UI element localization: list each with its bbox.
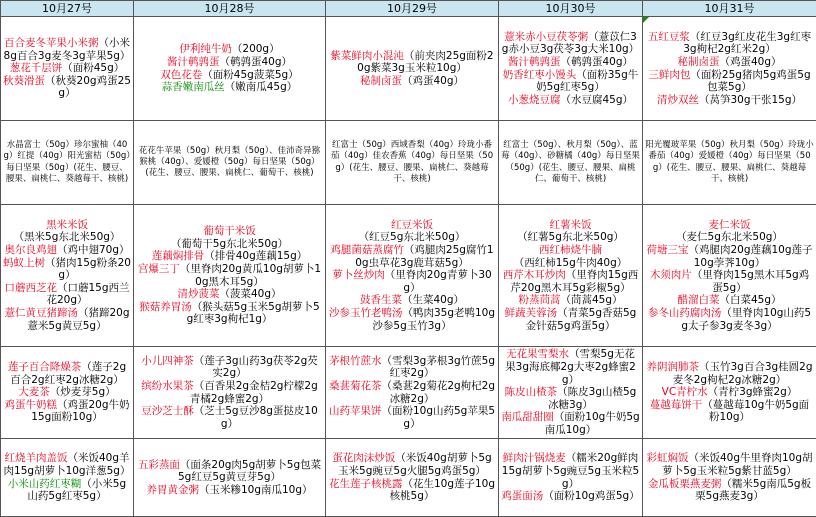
- menu-line: [3, 62, 131, 75]
- ingredient-text: （桑葚2g菊花2g枸杞2g冰糖2g）: [381, 380, 495, 405]
- ingredient-text: （芝士5g豆沙8g蛋挞皮10g）: [194, 405, 318, 430]
- dish-name: 木须肉片: [650, 269, 692, 281]
- menu-line: [136, 405, 323, 430]
- ingredient-text: 红富士（50g）西域香梨（40g）玲珑小番茄（40g）佳农香蕉（40g）每日坚果（50g）(花生、腰豆、腰果、扁桃仁、葵越莓干、核桃): [331, 140, 493, 184]
- ingredient-text: （青柠3g蜂蜜2g）: [708, 386, 798, 398]
- menu-cell: [326, 205, 499, 347]
- menu-line: [328, 140, 496, 185]
- menu-line: [645, 478, 814, 503]
- dish-name: 山药苹果饼: [329, 405, 382, 417]
- dish-name: 西红柿烧牛腩: [539, 244, 602, 256]
- ingredient-text: （面粉35g牛奶5g红枣5g）: [536, 69, 638, 94]
- menu-line: [501, 307, 640, 332]
- dish-name: 五红豆浆: [648, 31, 690, 43]
- menu-cell: [134, 17, 326, 121]
- menu-line: [136, 43, 323, 56]
- menu-line: [501, 294, 640, 307]
- menu-line: [328, 50, 496, 75]
- menu-cell: [643, 347, 816, 439]
- ingredient-text: （里脊肉10g山药5g太子参3g麦冬3g）: [681, 307, 811, 332]
- menu-line: [328, 478, 496, 503]
- dish-name: 麦仁米饭: [709, 219, 751, 231]
- dish-name: 莲子百合降燥茶: [8, 361, 82, 373]
- menu-line: [3, 452, 131, 477]
- ingredient-text: （秋葵20g鸡蛋25g）: [45, 75, 131, 100]
- dish-name: 口蘑西芝花: [4, 282, 57, 294]
- dish-name: 秘制卤蛋: [360, 75, 402, 87]
- menu-line: [501, 348, 640, 386]
- menu-cell: [326, 439, 499, 517]
- dish-name: 沙参玉竹老鸭汤: [329, 307, 403, 319]
- menu-line: [136, 459, 323, 484]
- dish-name: 茅根竹蔗水: [329, 355, 382, 367]
- date-header: 10月29号: [326, 1, 499, 17]
- dish-name: 萝卜丝炒肉: [332, 269, 385, 281]
- menu-line: [328, 269, 496, 294]
- ingredient-text: （里脊肉15g黑木耳5g鸡蛋5g）: [692, 269, 809, 294]
- ingredient-text: （里脊肉20g黄瓜10g胡萝卜10g黑木耳5g）: [180, 263, 321, 288]
- ingredient-text: （米饭40g羊肉15g胡萝卜10g洋葱5g）: [4, 452, 131, 477]
- ingredient-text: （生菜40g）: [402, 294, 464, 306]
- ingredient-text: （玉竹3g百合3g桂圆2g麦冬2g枸杞2g冰糖2g）: [673, 361, 813, 386]
- menu-line: [328, 452, 496, 477]
- ingredient-text: （猴头菇5g玉米5g胡萝卜5g红枣3g枸杞1g）: [187, 301, 320, 326]
- menu-line: [328, 75, 496, 88]
- menu-cell: [499, 17, 643, 121]
- ingredient-text: （百香果2g金桔2g柠檬2g青橘2g蜂蜜2g）: [190, 380, 318, 405]
- menu-cell: [1, 347, 134, 439]
- dish-name: 宫爆三丁: [138, 263, 180, 275]
- menu-line: [3, 307, 131, 332]
- ingredient-text: （排骨40g莲藕15g）: [204, 250, 307, 262]
- ingredient-text: （蔓越莓10g牛奶5g面粉10g）: [702, 399, 809, 424]
- ingredient-text: 红富士（50g）、秋月梨（50g）、蓝莓（40g）、砂糖橘（40g）每日坚果（50g）(花生、腰豆、腰果、扁桃仁、葡萄干、核桃): [501, 140, 640, 184]
- ingredient-text: （鸡蛋40g）: [719, 56, 781, 68]
- dinner-row: [1, 439, 816, 517]
- dish-name: 西芹木耳炒肉: [503, 269, 566, 281]
- dish-name: 清炒菠菜: [177, 288, 219, 300]
- ingredient-text: （菠菜40g）: [219, 288, 281, 300]
- menu-line: [501, 140, 640, 185]
- menu-line: [501, 386, 640, 411]
- menu-line: [328, 380, 496, 405]
- dish-name: 莲藕焖排骨: [152, 250, 205, 262]
- menu-line: [501, 231, 640, 244]
- date-header: 10月27号: [1, 1, 134, 17]
- menu-cell: [326, 17, 499, 121]
- ingredient-text: （猪蹄20g薏米5g黄豆5g）: [27, 307, 129, 332]
- dish-name: 葱花千层饼: [10, 62, 63, 74]
- menu-line: [3, 282, 131, 307]
- dish-name: 薏仁黄豆猪蹄汤: [4, 307, 78, 319]
- menu-line: [136, 81, 323, 94]
- ingredient-text: （莴笋30g干张15g）: [699, 94, 802, 106]
- ingredient-text: （鹌鹑蛋40g）: [219, 56, 292, 68]
- dish-name: 秋葵滑蛋: [3, 75, 45, 87]
- dish-name: 鸡腿菌菇蒸腐竹: [330, 244, 404, 256]
- dish-name: 百合麦冬苹果小米粥: [4, 37, 99, 49]
- ingredient-text: （里脊肉15g西芹20g黑木耳5g彩椒5g）: [510, 269, 638, 294]
- ingredient-text: （莲子2g百合2g红枣2g冰糖2g）: [10, 361, 126, 386]
- menu-line: [3, 478, 131, 503]
- menu-line: [501, 56, 640, 69]
- menu-line: [136, 238, 323, 251]
- dish-name: 南瓜甜甜圈: [501, 411, 554, 423]
- menu-cell: [134, 121, 326, 205]
- ingredient-text: （炒麦芽5g）: [50, 386, 116, 398]
- breakfast-row: [1, 17, 816, 121]
- ingredient-text: （鸡蛋40g）: [402, 75, 464, 87]
- menu-line: [501, 269, 640, 294]
- ingredient-text: （红豆5g东北米50g）: [359, 231, 466, 243]
- dish-name: 桑葚菊花茶: [329, 380, 382, 392]
- ingredient-text: （茼蒿45g）: [560, 294, 622, 306]
- dish-name: 小葱烧豆腐: [508, 94, 561, 106]
- dish-name: 黑米米饭: [46, 219, 88, 231]
- menu-line: [645, 219, 814, 232]
- dish-name: 双色花卷: [160, 69, 202, 81]
- menu-line: [645, 386, 814, 399]
- menu-cell: [643, 205, 816, 347]
- ingredient-text: （莲子3g山药3g茯苓2g芡实2g）: [194, 355, 318, 380]
- ingredient-text: （黑米5g东北米50g）: [14, 231, 121, 243]
- menu-line: [501, 257, 640, 270]
- dish-name: 花生莲子核桃露: [329, 478, 403, 490]
- dish-name: 清炒双丝: [657, 94, 699, 106]
- menu-line: [136, 355, 323, 380]
- ingredient-text: （面粉45g菠菜5g）: [202, 69, 298, 81]
- dish-name: 猴菇养胃汤: [139, 301, 192, 313]
- ingredient-text: （玉米糁10g南瓜10g）: [199, 484, 313, 496]
- dish-name: 大麦茶: [18, 386, 50, 398]
- dish-name: 豆沙芝士酥: [141, 405, 194, 417]
- dish-name: 荷塘三宝: [646, 244, 688, 256]
- menu-line: [328, 405, 496, 430]
- dish-name: 鸡蛋牛奶糕: [4, 399, 57, 411]
- dish-name: 蔓越莓饼干: [650, 399, 703, 411]
- menu-cell: [1, 121, 134, 205]
- dish-name: 蒜香嫩南瓜丝: [162, 81, 225, 93]
- menu-line: [645, 56, 814, 69]
- menu-line: [501, 244, 640, 257]
- dish-name: 伊利纯牛奶: [179, 43, 232, 55]
- ingredient-text: （面条20g肉5g胡萝卜5g包菜5g红豆5g黄豆芽5g）: [178, 459, 321, 484]
- menu-line: [645, 244, 814, 269]
- menu-cell: [134, 347, 326, 439]
- menu-line: [3, 219, 131, 232]
- ingredient-text: （面粉10g鸡蛋5g）: [543, 490, 639, 502]
- dish-name: 缤纷水果茶: [141, 380, 194, 392]
- ingredient-text: （鸭肉35g老鸭10g沙参5g玉竹3g）: [372, 307, 495, 332]
- dish-name: 奥尔良鸡翅: [4, 244, 57, 256]
- menu-line: [645, 140, 814, 185]
- menu-cell: [1, 205, 134, 347]
- menu-cell: [134, 205, 326, 347]
- menu-line: [136, 484, 323, 497]
- menu-line: [501, 69, 640, 94]
- menu-line: [645, 231, 814, 244]
- menu-line: [645, 94, 814, 107]
- dish-name: 粉蒸茼蒿: [518, 294, 560, 306]
- dish-name: 鲜蔬芙蓉汤: [505, 307, 558, 319]
- menu-line: [3, 75, 131, 100]
- ingredient-text: （花生10g莲子10g核桃5g）: [390, 478, 495, 503]
- ingredient-text: （红豆3g红皮花生3g红枣3g枸杞2g红米2g）: [683, 31, 811, 56]
- date-header: 10月30号: [499, 1, 643, 17]
- ingredient-text: （面粉25g猪肉5g鸡蛋5g包菜5g）: [690, 69, 810, 94]
- menu-line: [3, 231, 131, 244]
- ingredient-text: （水豆腐45g）: [560, 94, 633, 106]
- dish-name: 醋溜白菜: [677, 294, 719, 306]
- ingredient-text: （嫩南瓜45g）: [225, 81, 298, 93]
- menu-line: [501, 490, 640, 503]
- menu-line: [136, 250, 323, 263]
- menu-line: [3, 244, 131, 257]
- menu-line: [645, 361, 814, 386]
- dish-name: 鸡蛋面汤: [501, 490, 543, 502]
- menu-cell: [643, 439, 816, 517]
- menu-line: [328, 307, 496, 332]
- menu-cell: [326, 121, 499, 205]
- dish-name: 薏米赤小豆茯苓粥: [504, 31, 588, 43]
- ingredient-text: （米饭40g胡萝卜5g玉米5g豌豆5g火腿5g鸡蛋5g）: [338, 452, 492, 477]
- menu-line: [136, 288, 323, 301]
- menu-line: [136, 56, 323, 69]
- menu-line: [328, 231, 496, 244]
- ingredient-text: （米饭40g牛里脊肉10g胡萝卜5g玉米粒5g紫甘蓝5g）: [662, 452, 812, 477]
- ingredient-text: 阳光覆玻苹果（50g）秋月梨（50g）玲珑小番茄（40g）爱媛橙（40g）每日坚果（50g）(花生、腰豆、腰果、扁桃仁、葵越莓干、核桃): [645, 140, 813, 184]
- menu-line: [3, 361, 131, 386]
- ingredient-text: （鸡蛋20g牛奶15g面粉10g）: [31, 399, 129, 424]
- ingredient-text: （口蘑15g西兰花20g）: [46, 282, 129, 307]
- menu-line: [645, 294, 814, 307]
- dish-name: 红烧羊肉盖饭: [4, 452, 67, 464]
- menu-line: [645, 69, 814, 94]
- ingredient-text: （麦仁5g东北米50g）: [676, 231, 783, 243]
- dish-name: 红豆米饭: [391, 219, 433, 231]
- dish-name: 鲜肉汁锅烧麦: [503, 452, 566, 464]
- menu-cell: [326, 347, 499, 439]
- menu-line: [645, 269, 814, 294]
- dish-name: 鼓香生菜: [360, 294, 402, 306]
- ingredient-text: （白菜45g）: [719, 294, 781, 306]
- ingredient-text: （西红柿15g牛肉40g）: [514, 257, 628, 269]
- menu-cell: [499, 347, 643, 439]
- dish-name: 彩虹焖饭: [646, 452, 688, 464]
- dish-name: 养胃黄金粥: [146, 484, 199, 496]
- lunch-row: [1, 205, 816, 347]
- ingredient-text: （陈皮3g山楂5g冰糖3g）: [548, 386, 636, 411]
- menu-cell: [499, 205, 643, 347]
- dish-name: 奶香红枣小馒头: [503, 69, 577, 81]
- dish-name: 参冬山药腐肉汤: [648, 307, 722, 319]
- ingredient-text: （青菜5g香菇5g金针菇5g鸡蛋5g）: [526, 307, 637, 332]
- date-header: 10月28号: [134, 1, 326, 17]
- ingredient-text: （鸡腿肉25g腐竹10g虫草花3g鹿茸菇5g）: [355, 244, 493, 269]
- ingredient-text: （前夹肉25g面粉20g紫菜3g玉米粒10g）: [357, 50, 493, 75]
- dish-name: 蛋花肉沫炒饭: [332, 452, 395, 464]
- dish-name: VC青柠水: [662, 386, 708, 398]
- ingredient-text: 花花牛苹果（50g）秋月梨（50g）、佳沛奇异猕猴桃（40g）、爱媛橙（50g）每日坚果（50g）(花生、腰豆、腰果、扁桃仁、葡萄干、核桃): [139, 146, 320, 178]
- dish-name: 金瓜板栗燕麦粥: [648, 478, 722, 490]
- ingredient-text: （鸡腿肉20g莲藕10g莲子10g荸荠10g）: [688, 244, 812, 269]
- corner-marker-icon: [643, 17, 649, 23]
- dish-name: 秘制卤蛋: [677, 56, 719, 68]
- ingredient-text: （糯米20g鲜肉15g胡萝卜5g豌豆5g玉米粒5g）: [502, 452, 639, 489]
- ingredient-text: （鸡中翅70g）: [57, 244, 130, 256]
- menu-cell: [499, 439, 643, 517]
- dish-name: 养阴润肺茶: [646, 361, 699, 373]
- menu-line: [328, 219, 496, 232]
- ingredient-text: （糯米5g南瓜5g板栗5g燕麦3g）: [695, 478, 811, 503]
- menu-line: [645, 452, 814, 477]
- menu-line: [501, 31, 640, 56]
- menu-cell: [1, 439, 134, 517]
- dish-name: 酱汁鹌鹑蛋: [167, 56, 220, 68]
- menu-line: [501, 411, 640, 436]
- ingredient-text: （面粉10g牛奶5g南瓜10g）: [545, 411, 640, 436]
- menu-cell: [643, 17, 816, 121]
- menu-line: [501, 452, 640, 490]
- dish-name: 小儿四神茶: [141, 355, 194, 367]
- dish-name: 紫菜鲜肉小混沌: [330, 50, 404, 62]
- menu-line: [3, 37, 131, 62]
- menu-line: [136, 146, 323, 180]
- menu-cell: [134, 439, 326, 517]
- menu-line: [645, 307, 814, 332]
- menu-line: [501, 219, 640, 232]
- menu-line: [3, 257, 131, 282]
- menu-line: [501, 94, 640, 107]
- dish-name: 葡萄干米饭: [203, 225, 256, 237]
- date-header-row: [1, 1, 816, 17]
- afternoon-snack-row: [1, 347, 816, 439]
- menu-line: [645, 31, 814, 56]
- menu-line: [3, 140, 131, 185]
- fruit-snack-row: [1, 121, 816, 205]
- dish-name: 三鲜肉包: [648, 69, 690, 81]
- dish-name: 无花果雪梨水: [506, 348, 569, 360]
- dish-name: 五彩蒸面: [138, 459, 180, 471]
- ingredient-text: （红薯5g东北米50g）: [517, 231, 624, 243]
- dish-name: 陈皮山楂茶: [505, 386, 558, 398]
- date-header: 10月31号: [643, 1, 816, 17]
- ingredient-text: （雪梨3g茅根3g竹蔗5g红枣2g）: [381, 355, 495, 380]
- ingredient-text: （猪肉15g粉条20g）: [45, 257, 131, 282]
- menu-line: [328, 294, 496, 307]
- ingredient-text: （里脊肉20g青萝卜30g）: [385, 269, 492, 294]
- menu-cell: [643, 121, 816, 205]
- menu-line: [3, 399, 131, 424]
- menu-cell: [1, 17, 134, 121]
- ingredient-text: （雪梨5g无花果3g海底椰2g大枣2g蜂蜜2g）: [505, 348, 636, 385]
- ingredient-text: （面粉45g）: [62, 62, 124, 74]
- ingredient-text: （小米8g百合3g麦冬3g苹果5g）: [4, 37, 131, 62]
- ingredient-text: （葡萄干5g东北米50g）: [171, 238, 288, 250]
- dish-name: 红薯米饭: [550, 219, 592, 231]
- ingredient-text: （面粉10g山药5g苹果5g）: [381, 405, 495, 430]
- menu-line: [136, 263, 323, 288]
- menu-line: [328, 355, 496, 380]
- dish-name: 酱汁鹌鹑蛋: [508, 56, 561, 68]
- ingredient-text: （薏苡仁3g赤小豆3g茯苓3g大米10g）: [502, 31, 639, 56]
- menu-line: [136, 380, 323, 405]
- menu-cell: [499, 121, 643, 205]
- dish-name: 小米山药红枣糊: [8, 478, 82, 490]
- menu-line: [136, 69, 323, 82]
- menu-line: [136, 225, 323, 238]
- menu-line: [3, 386, 131, 399]
- menu-line: [645, 399, 814, 424]
- ingredient-text: 水晶富士（50g）珍尔蜜柚（40g）红提（40g）阳光蜜桔（50g）每日坚果（50g）(花生、腰豆、腰果、扁桃仁、葵越莓干、核桃): [3, 140, 130, 184]
- ingredient-text: （小米5g山药5g红枣5g）: [27, 478, 126, 503]
- ingredient-text: （鹌鹑蛋40g）: [560, 56, 633, 68]
- dish-name: 蚂蚁上树: [3, 257, 45, 269]
- menu-line: [136, 301, 323, 326]
- ingredient-text: （200g）: [232, 43, 280, 55]
- menu-line: [328, 244, 496, 269]
